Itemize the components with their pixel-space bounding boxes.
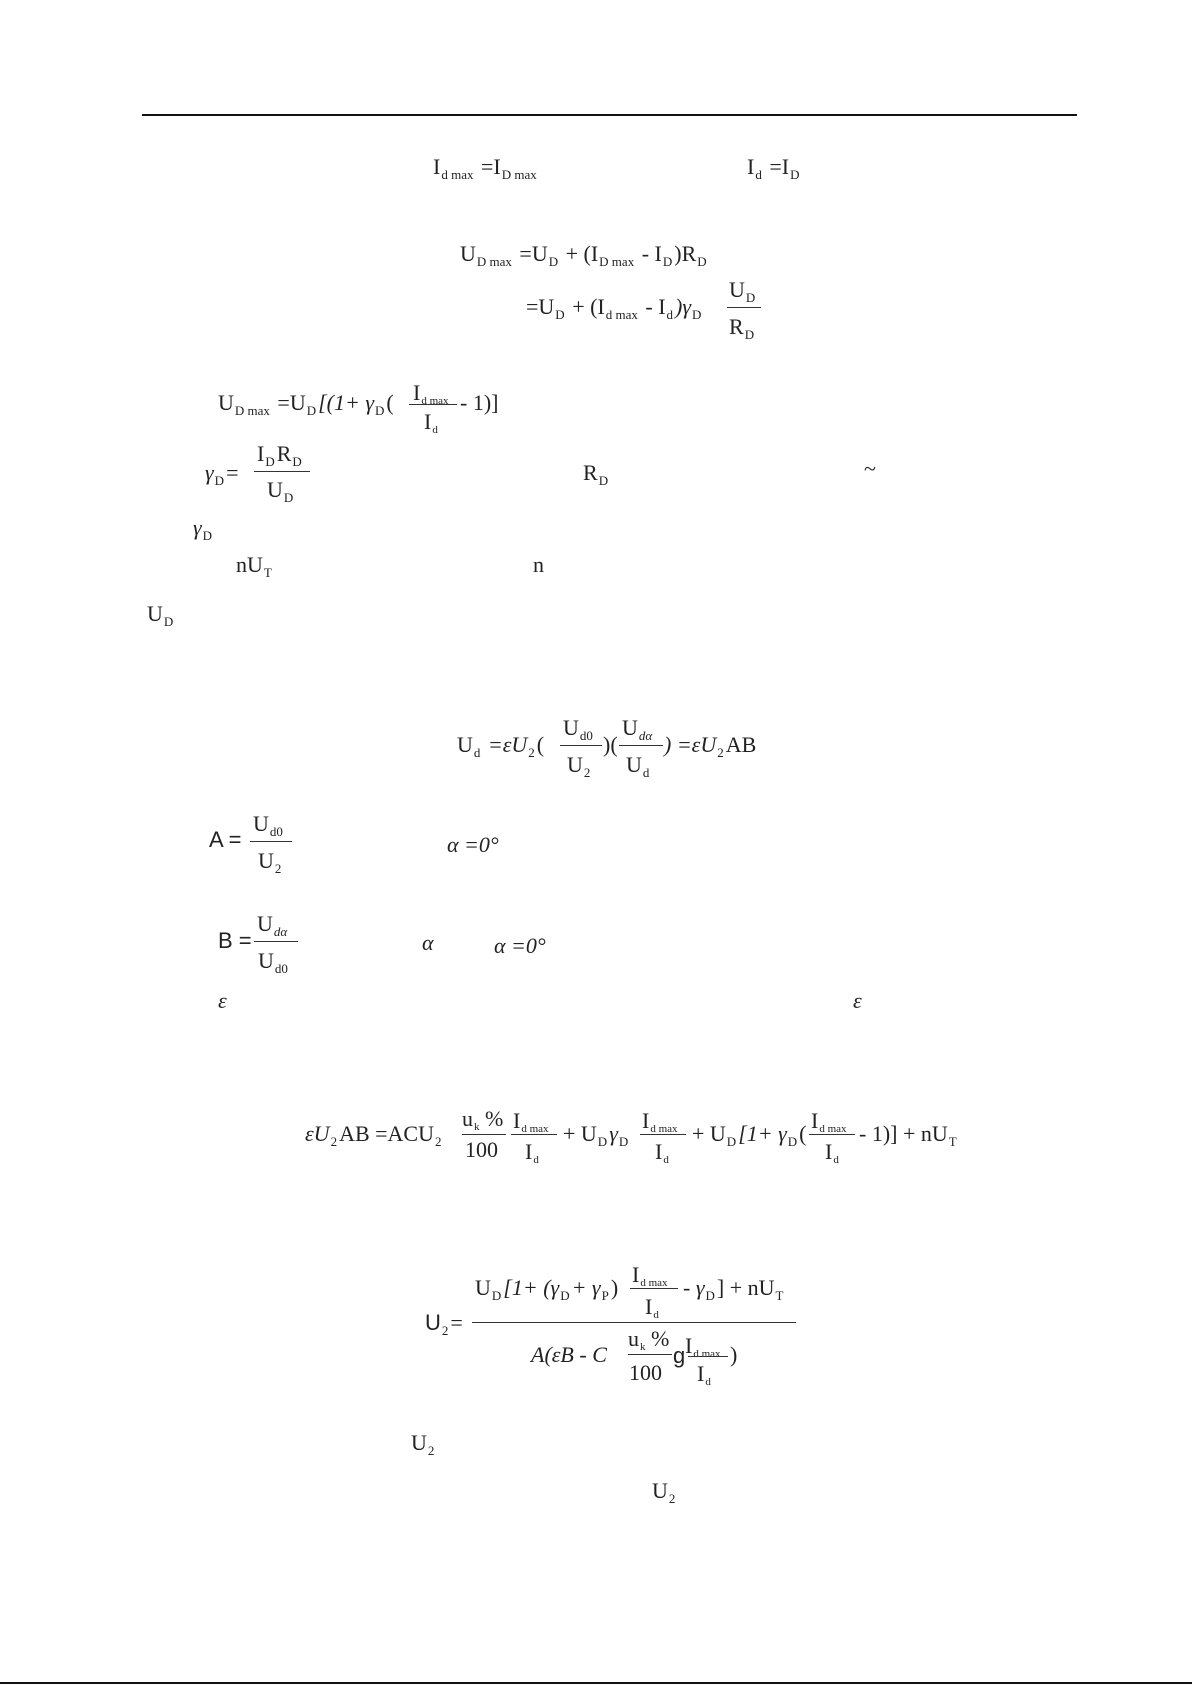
equation-Ud: $U_d =\varepsilon U_2$( (457, 732, 545, 760)
fraction-bar (628, 1354, 672, 1355)
fraction-IDRD-numerator: $I_DR_D$ (257, 441, 302, 469)
fraction-Idmax-numerator: Id max (685, 1333, 721, 1360)
equation-UDmax-gamma-tail: - 1)] (460, 390, 499, 415)
equation-U2-lhs: $U_2=$ (425, 1310, 463, 1338)
fraction-Idmax-numerator: Id max (413, 380, 449, 407)
equation-UDmax-gamma: $U_{D max} =U_D[(1+ \gamma_D$( (218, 390, 394, 418)
fraction-bar (630, 1288, 678, 1289)
equation-gammaD-definition: $\gamma_D=$ (205, 460, 239, 488)
fraction-U2-denominator: $U_2$ (567, 752, 591, 780)
fraction-bar (409, 404, 457, 405)
equation-balance-term2: + $U_D\gamma_D$ (563, 1121, 629, 1149)
fraction-bar (727, 307, 761, 308)
fraction-U2-denominator: $U_2$ (258, 848, 282, 876)
fraction-Udalpha-numerator: $U_{d\alpha}$ (257, 911, 288, 939)
symbol-tilde: ~ (864, 456, 876, 481)
symbol-U2: $U_2$ (411, 1430, 435, 1458)
equation-idmax-equals-IDmax: $I_{d max} =I_{D max}$ (433, 154, 537, 182)
fraction-Ud-denominator: $U_d$ (626, 752, 650, 780)
fraction-UD-over-RD-numerator: $U_D$ (729, 277, 756, 305)
fraction-Id-denominator: Id (645, 1294, 659, 1321)
equation-UDmax-line2: $=U_D + (I_{d max} - I_d)\gamma_D$ (526, 294, 702, 322)
symbol-n: n (533, 552, 544, 577)
equation-B-definition: B = (218, 928, 252, 953)
symbol-gammaD: $\gamma_D$ (193, 515, 213, 543)
fraction-100-denominator: 100 (465, 1137, 498, 1162)
fraction-bar (688, 1356, 728, 1357)
main-fraction-bar (472, 1322, 796, 1323)
equation-U2-denominator-close: ) (730, 1342, 738, 1367)
fraction-Idmax-numerator: Id max (632, 1262, 668, 1289)
fraction-Idmax-numerator: Id max (642, 1108, 678, 1135)
equation-U2-denominator: A(εB - C (531, 1342, 607, 1367)
symbol-UD: $U_D$ (147, 601, 174, 629)
equation-U2-numerator-tail: - $\gamma_D] + nU_T$ (683, 1275, 784, 1303)
fraction-Ud0-numerator: $U_{d0}$ (253, 811, 283, 839)
fraction-Idmax-numerator: Id max (811, 1108, 847, 1135)
equation-Ud-tail: ) $=\varepsilon U_2AB$ (664, 732, 757, 760)
fraction-Idmax-numerator: Id max (513, 1108, 549, 1135)
fraction-Ud0-numerator: $U_{d0}$ (563, 715, 593, 743)
equation-id-equals-ID: $I_d =I_D$ (747, 154, 800, 182)
fraction-Id-denominator: Id (697, 1361, 711, 1388)
fraction-bar (511, 1134, 557, 1135)
fraction-uk-numerator: uk % (628, 1326, 670, 1353)
symbol-nUT: $nU_T$ (236, 552, 272, 580)
fraction-UD-over-RD-denominator: $R_D$ (729, 314, 755, 342)
fraction-bar (640, 1134, 686, 1135)
fraction-Udalpha-numerator: $U_{d\alpha}$ (622, 715, 653, 743)
fraction-Id-denominator: Id (825, 1139, 839, 1166)
fraction-Id-denominator: Id (424, 409, 438, 436)
fraction-UD-denominator: $U_D$ (267, 477, 294, 505)
equation-A-definition: A = (209, 827, 242, 852)
equation-U2-numerator: $U_D[1+ (\gamma_D+ \gamma_P)$ (475, 1275, 619, 1303)
fraction-bar (462, 1134, 506, 1135)
header-rule (142, 114, 1077, 116)
fraction-bar (254, 471, 310, 472)
fraction-bar (560, 745, 602, 746)
symbol-RD: $R_D$ (583, 460, 609, 488)
equation-Ud-mid: )( (603, 732, 618, 757)
fraction-Id-denominator: Id (525, 1139, 539, 1166)
symbol-epsilon: ε (218, 988, 227, 1013)
equation-alpha-zero: α =0° (494, 933, 546, 958)
fraction-uk-numerator: uk % (462, 1106, 504, 1133)
equation-balance-term3: + $U_D[1+ \gamma_D$( (692, 1121, 807, 1149)
symbol-U2: $U_2$ (652, 1478, 676, 1506)
fraction-Ud0-denominator: $U_{d0}$ (258, 948, 288, 976)
equation-balance-end: - $1)] + nU_T$ (859, 1121, 957, 1149)
equation-UDmax-line1: $U_{D max} =U_D + (I_{D max} - I_D)R_D$ (460, 241, 707, 269)
fraction-bar (809, 1134, 855, 1135)
fraction-Id-denominator: Id (655, 1139, 669, 1166)
fraction-100-denominator: 100 (629, 1360, 662, 1385)
fraction-bar (254, 941, 298, 942)
symbol-epsilon: ε (853, 988, 862, 1013)
fraction-bar (619, 745, 663, 746)
equation-alpha-zero: α =0° (447, 832, 499, 857)
symbol-alpha: α (422, 930, 434, 955)
equation-balance-start: $\varepsilon U_2AB =ACU_2$ (305, 1121, 442, 1149)
symbol-g: g (673, 1343, 686, 1368)
footer-rule (0, 1682, 1192, 1684)
fraction-bar (250, 841, 292, 842)
